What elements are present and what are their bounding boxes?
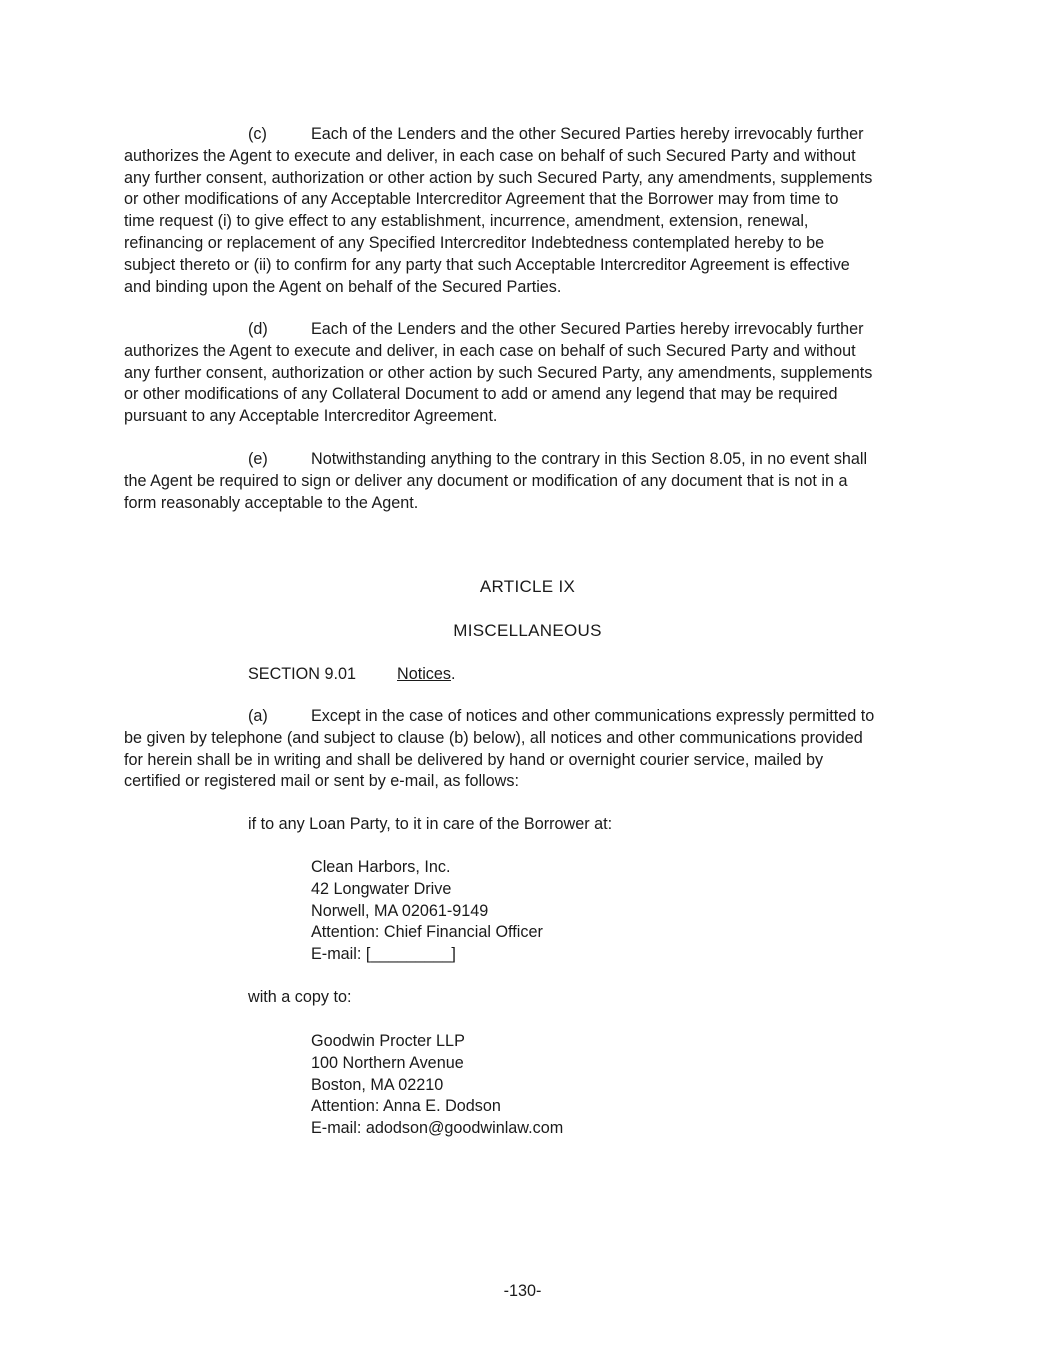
paragraph-line: the Agent be required to sign or deliver any document or modification of any document that is not in a <box>124 471 848 490</box>
paragraph-label: (c) <box>248 125 267 143</box>
paragraph-line: and binding upon the Agent on behalf of the Secured Parties. <box>124 277 562 296</box>
paragraph-e <box>124 449 924 514</box>
paragraph-line: time request (i) to give effect to any establishment, incurrence, amendment, extension, renewal, <box>124 212 809 231</box>
paragraph-line: or other modifications of any Collateral Document to add or amend any legend that may be required <box>124 385 838 404</box>
page-number: -130- <box>503 1282 542 1300</box>
paragraph-line: authorizes the Agent to execute and deliver, in each case on behalf of such Secured Party and without <box>124 341 856 360</box>
address-line: Attention: Chief Financial Officer <box>311 923 543 942</box>
paragraph-line: authorizes the Agent to execute and deliver, in each case on behalf of such Secured Party and without <box>124 146 856 165</box>
address-line: Clean Harbors, Inc. <box>311 858 451 876</box>
copy-address-block <box>311 1031 563 1140</box>
paragraph-a <box>124 706 924 793</box>
paragraph-line: certified or registered mail or sent by e-mail, as follows: <box>124 772 519 791</box>
address-line: Boston, MA 02210 <box>311 1075 444 1094</box>
borrower-address-block <box>311 857 543 966</box>
paragraph-line: (c) Each of the Lenders and the other Secured Parties hereby irrevocably further <box>124 124 924 146</box>
address-line: E-mail: [_________] <box>311 945 456 964</box>
paragraph-line: (e) Notwithstanding anything to the contrary in this Section 8.05, in no event shall <box>124 449 924 471</box>
paragraph-line: subject thereto or (ii) to confirm for any party that such Acceptable Intercreditor Agreement is effective <box>124 255 850 274</box>
article-title: MISCELLANEOUS <box>453 621 602 640</box>
loan-party-intro: if to any Loan Party, to it in care of the Borrower at: <box>248 815 613 833</box>
paragraph-line: pursuant to any Acceptable Intercreditor Agreement. <box>124 407 498 426</box>
paragraph-line: any further consent, authorization or other action by such Secured Party, any amendments, supplements <box>124 363 873 382</box>
section-heading: SECTION 9.01 Notices. <box>248 664 455 686</box>
paragraph-d <box>124 319 924 428</box>
paragraph-c <box>124 124 924 298</box>
paragraph-line: (d) Each of the Lenders and the other Secured Parties hereby irrevocably further <box>124 319 924 341</box>
section-title: Notices <box>397 665 451 683</box>
copy-intro: with a copy to: <box>248 988 352 1006</box>
paragraph-line: or other modifications of any Acceptable Intercreditor Agreement that the Borrower may from time to <box>124 190 839 209</box>
address-line: Norwell, MA 02061-9149 <box>311 901 489 920</box>
address-line: Attention: Anna E. Dodson <box>311 1097 501 1116</box>
address-line: 42 Longwater Drive <box>311 879 452 898</box>
section-number: SECTION 9.01 <box>248 665 356 683</box>
paragraph-line: any further consent, authorization or other action by such Secured Party, any amendments, supplements <box>124 168 873 187</box>
paragraph-label: (a) <box>248 707 268 725</box>
paragraph-line: be given by telephone (and subject to clause (b) below), all notices and other communications provided <box>124 728 863 747</box>
paragraph-line: (a) Except in the case of notices and other communications expressly permitted to <box>124 706 924 728</box>
article-number: ARTICLE IX <box>479 577 576 596</box>
address-line: Goodwin Procter LLP <box>311 1032 465 1050</box>
paragraph-line: refinancing or replacement of any Specified Intercreditor Indebtedness contemplated hereby to be <box>124 233 825 252</box>
paragraph-label: (d) <box>248 320 268 338</box>
paragraph-label: (e) <box>248 450 268 468</box>
paragraph-line: for herein shall be in writing and shall be delivered by hand or overnight courier service, mailed by <box>124 750 824 769</box>
address-line: 100 Northern Avenue <box>311 1053 464 1072</box>
address-line: E-mail: adodson@goodwinlaw.com <box>311 1119 564 1138</box>
paragraph-line: form reasonably acceptable to the Agent. <box>124 493 419 512</box>
